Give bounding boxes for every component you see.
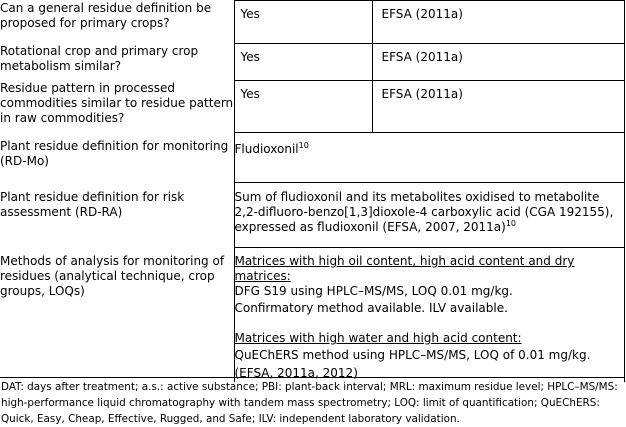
- method-group-heading: Matrices with high water and high acid content:: [234, 331, 522, 345]
- table-bottom-rule: [0, 377, 624, 378]
- rd-ra-value: Sum of fludioxonil and its metabolites oxidised to metabolite 2,2-difluoro-benzo[1,3]dioxole-4 carboxylic acid (CGA 192155), expressed as fludioxonil (EFSA, 2007, 2011a)$^{10}$: [234, 183, 624, 248]
- row-answer: Yes: [235, 44, 373, 80]
- abbreviations-footnote: DAT: days after treatment; a.s.: active substance; PBI: plant-back interval; MRL: maximum residue level; HPLC–MS/MS: high-performance liquid chromatography with tandem mass spectrometry; LOQ: limit of quantification; QuEChERS: Quick, Easy, Cheap, Effective, Rugged, and Safe; ILV: independent laboratory validation.: [1, 381, 618, 425]
- row-answer: Yes: [235, 81, 373, 132]
- row-reference: EFSA (2011a): [381, 50, 463, 64]
- rd-mo-value: Fludioxonil$^{10}$: [234, 133, 624, 183]
- table-row: [0, 133, 624, 183]
- row-answer: Yes: [235, 1, 373, 43]
- method-line: Confirmatory method available. ILV available.: [234, 301, 508, 315]
- table-row: [0, 183, 624, 248]
- row-question: Rotational crop and primary crop metabolism similar?: [0, 44, 234, 81]
- table-row: [0, 248, 624, 383]
- row-question: Residue pattern in processed commodities similar to residue pattern in raw commodities?: [0, 81, 234, 133]
- methods-value: [234, 248, 624, 383]
- method-line: DFG S19 using HPLC–MS/MS, LOQ 0.01 mg/kg.: [234, 284, 513, 298]
- rd-ra-question: Plant residue definition for risk assessment (RD-RA): [0, 183, 234, 248]
- table-row: [0, 44, 624, 81]
- method-group-heading: Matrices with high oil content, high acid content and dry matrices:: [234, 254, 575, 283]
- rd-mo-question: Plant residue definition for monitoring (RD-Mo): [0, 133, 234, 183]
- table-row: [0, 81, 624, 133]
- row-reference: EFSA (2011a): [381, 7, 463, 21]
- row-reference: EFSA (2011a): [381, 87, 463, 101]
- methods-question: Methods of analysis for monitoring of residues (analytical technique, crop groups, LOQs): [0, 248, 234, 383]
- method-line: QuEChERS method using HPLC–MS/MS, LOQ of 0.01 mg/kg.: [234, 348, 591, 362]
- table-row: [0, 1, 624, 44]
- method-line: (EFSA, 2011a, 2012): [234, 366, 358, 380]
- row-question: Can a general residue definition be proposed for primary crops?: [0, 1, 234, 44]
